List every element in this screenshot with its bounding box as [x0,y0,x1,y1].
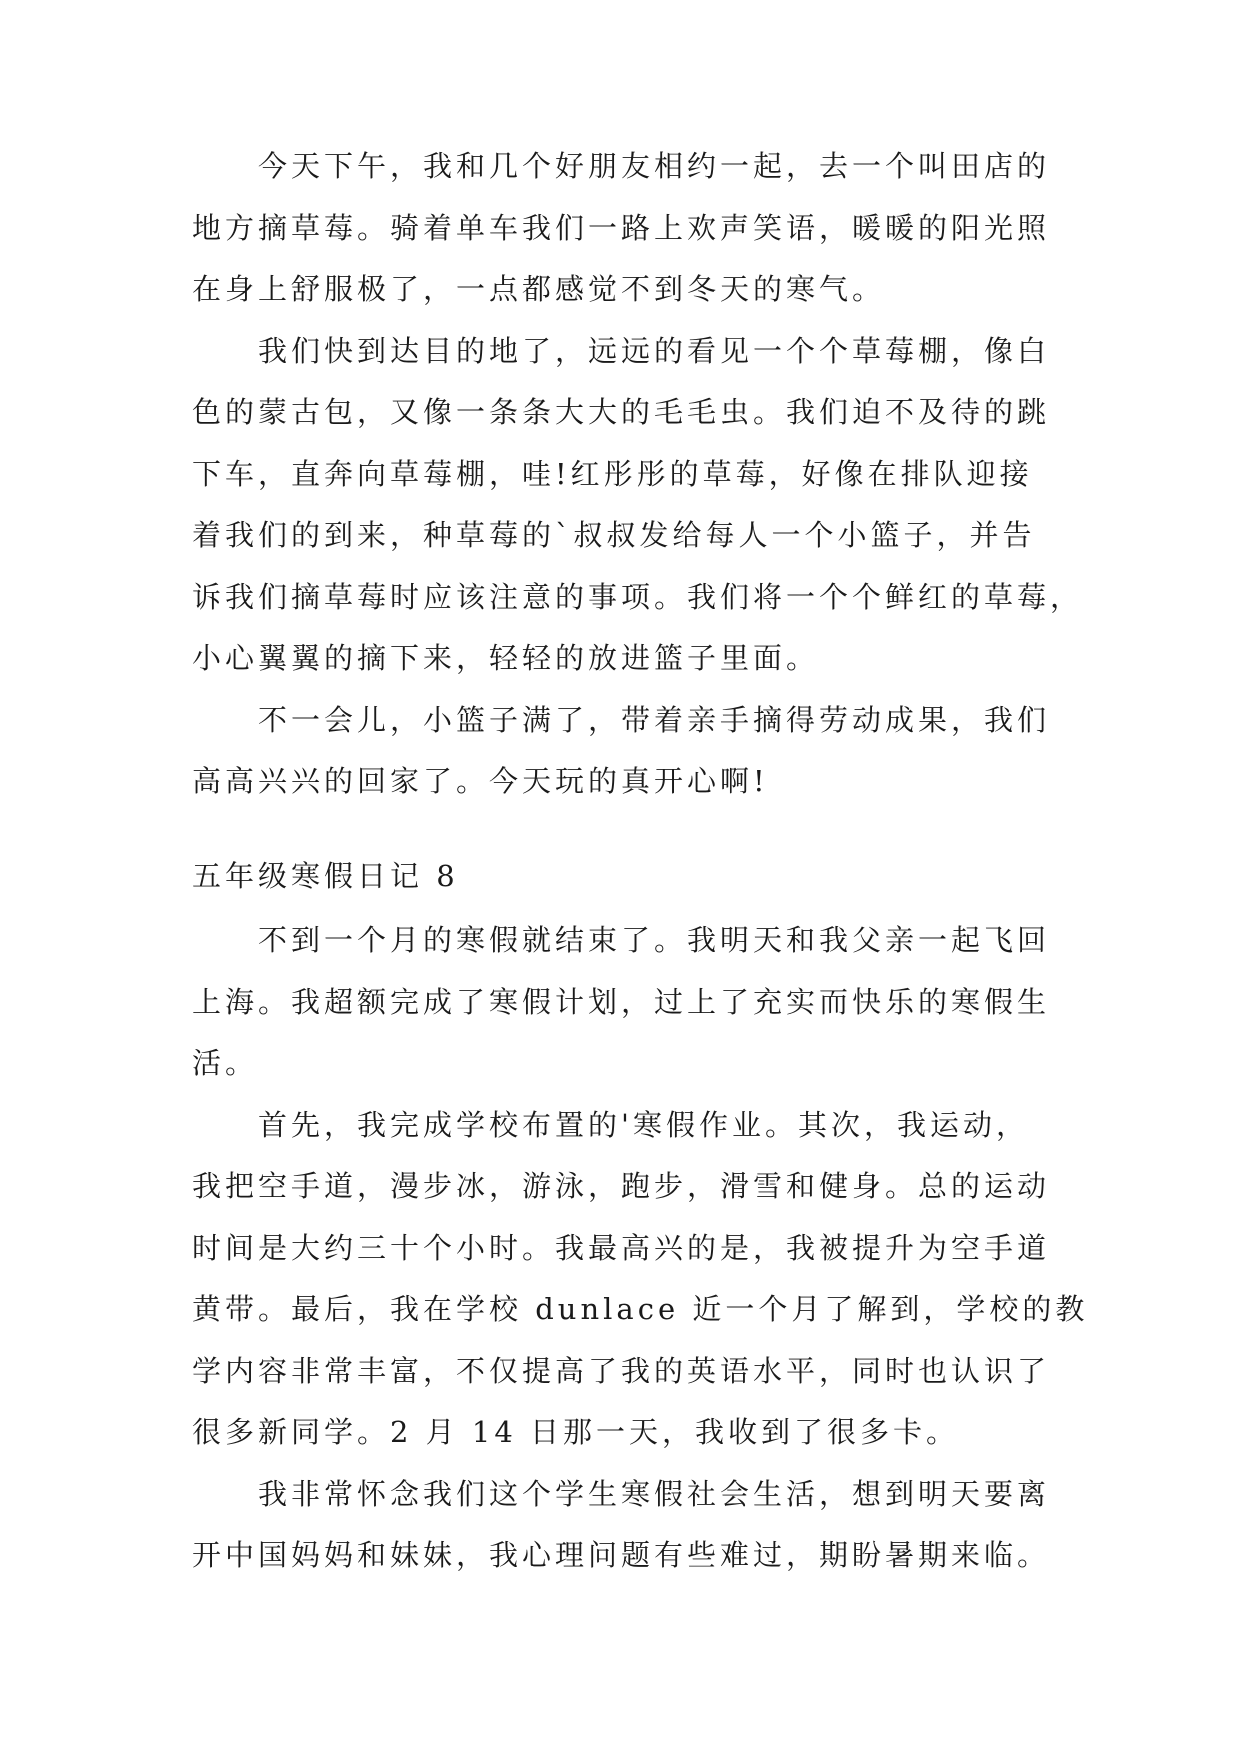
text-line: 高高兴兴的回家了。今天玩的真开心啊! [192,764,769,798]
text-line: 我非常怀念我们这个学生寒假社会生活，想到明天要离 [192,1476,1051,1511]
text-line: 地方摘草莓。骑着单车我们一路上欢声笑语，暖暖的阳光照 [192,210,1051,245]
text-line: 不到一个月的寒假就结束了。我明天和我父亲一起飞回 [192,923,1051,957]
text-line: 开中国妈妈和妹妹，我心理问题有些难过，期盼暑期来临。 [192,1538,1051,1572]
text-line: 首先，我完成学校布置的'寒假作业。其次，我运动， [192,1107,1029,1142]
text-line: 着我们的到来，种草莓的`叔叔发给每人一个小篮子，并告 [192,518,1036,552]
text-line: 黄带。最后，我在学校 dunlace 近一个月了解到，学校的教 [192,1292,1089,1326]
text-line: 小心翼翼的摘下来，轻轻的放进篮子里面。 [192,641,820,675]
text-line: 时间是大约三十个小时。我最高兴的是，我被提升为空手道 [192,1230,1051,1265]
text-line: 诉我们摘草莓时应该注意的事项。我们将一个个鲜红的草莓， [192,579,1084,614]
text-line: 色的蒙古包，又像一条条大大的毛毛虫。我们迫不及待的跳 [192,395,1051,429]
text-line: 很多新同学。2 月 14 日那一天，我收到了很多卡。 [192,1415,960,1449]
diary-section-winter-break [192,910,1089,1587]
diary-heading: 五年级寒假日记 8 [192,859,459,893]
text-line: 不一会儿，小篮子满了，带着亲手摘得劳动成果，我们 [192,702,1051,737]
text-line: 上海。我超额完成了寒假计划，过上了充实而快乐的寒假生 [192,984,1051,1019]
text-line: 学内容非常丰富，不仅提高了我的英语水平，同时也认识了 [192,1353,1051,1388]
text-line: 我把空手道，漫步冰，游泳，跑步，滑雪和健身。总的运动 [192,1169,1051,1203]
text-line: 下车，直奔向草莓棚，哇!红彤彤的草莓，好像在排队迎接 [192,456,1033,491]
text-line: 今天下午，我和几个好朋友相约一起，去一个叫田店的 [192,149,1051,183]
text-line: 我们快到达目的地了，远远的看见一个个草莓棚，像白 [192,333,1051,368]
diary-section-strawberry [192,136,1084,813]
text-line: 活。 [192,1046,259,1080]
text-line: 在身上舒服极了，一点都感觉不到冬天的寒气。 [192,272,886,306]
